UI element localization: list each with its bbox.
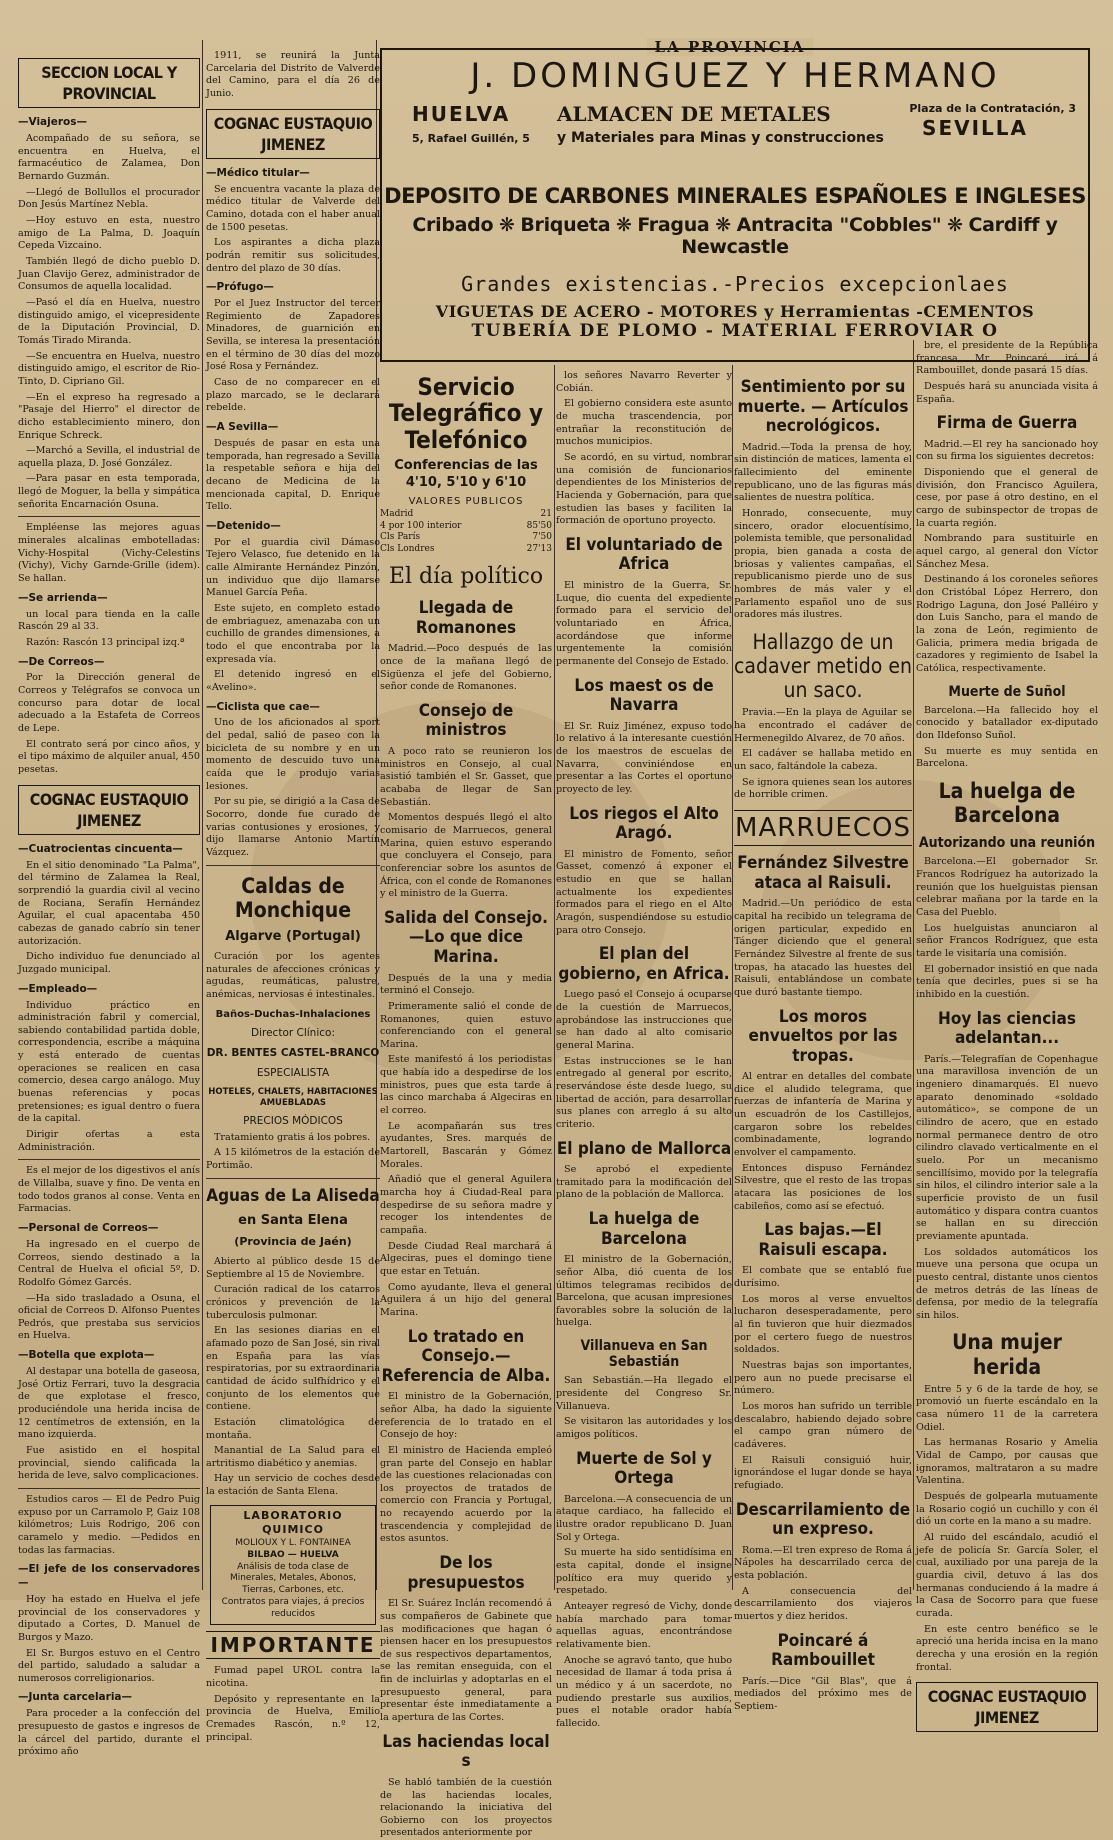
paragraph: Al destapar una botella de gaseosa, José Ortiz Ferrari, tuvo la desgracia de que explotase el fresco, produciéndole una herida incisa de 12 centímetros de extensión, en la mano izquierda.	[18, 1365, 200, 1441]
valores-row	[380, 521, 552, 533]
paragraph: Curación radical de los catarros crónicos y prevención de la tuberculosis pulmonar.	[206, 1284, 380, 1321]
headline: La huelga de Barcelona	[938, 779, 1076, 828]
aguas-ad-title: Aguas de La Aliseda	[206, 1185, 380, 1206]
paragraph: Añadió que el general Aguilera marcha hoy á Ciudad-Real para despedirse de su señora madre y recoger los intendentes de campaña.	[380, 1174, 552, 1236]
paragraph: Destinando á los coroneles señores don Cristóbal López Herrero, don Rodrigo Laguna, don José Palléiro y don Luis Sancho, para el mando de la zona de León, regimiento de Galicia, primera media brigada de cazadores y regimiento de Isabel la Católica, respectivamente.	[916, 574, 1098, 674]
section-heading: —Viajeros—	[18, 116, 87, 129]
separator-icon: ❋	[498, 214, 515, 236]
caldas-banos: Baños-Duchas-Inhalaciones	[215, 1008, 371, 1020]
paragraph: Este sujeto, en completo estado de embriaguez, amenazaba con un cuchillo de grandes dimensiones, a todo el que encontraba por la expresada vía.	[206, 603, 380, 665]
section-heading: —Empleado—	[18, 982, 98, 995]
valores-label: Cls París	[380, 532, 421, 543]
caldas-precios: PRECIOS MÓDICOS	[243, 1114, 343, 1127]
column-telegraph-3	[734, 370, 912, 1713]
paragraph: Después de golpearla mutuamente la Rosario cogió un cuchillo y con él dió un corte en la mano a su madre.	[916, 1491, 1098, 1528]
paragraph: A poco rato se reunieron los ministros en Consejo, al cual asistió también el Sr. Gasset, que acababa de llegar de San Sebastián.	[380, 746, 552, 808]
paragraph: Tratamiento gratis á los pobres.	[214, 1131, 371, 1143]
paragraph: Pravia.—En la playa de Aguilar se ha encontrado el cadáver de Hermenegildo Alvarez, de 70 años.	[734, 707, 912, 744]
ad-tuberia: TUBERÍA DE PLOMO - MATERIAL FERROVIAR O	[471, 321, 999, 341]
headline: Lo tratado en Consejo.—Referencia de Alba.	[381, 1326, 551, 1386]
valores-title: VALORES PUBLICOS	[408, 496, 524, 508]
coal-type: Fragua	[637, 214, 710, 236]
paragraph: Se aprobó el expediente tramitado para la modificación del plano de la población de Mallorca.	[556, 1164, 732, 1201]
paragraph: Individuo práctico en administración fabril y comercial, sabiendo contabilidad partida doble, correspondencia, escribe a máquina y está enterado de cuentas operaciones se realicen en casa comercio, desea cargo análogo. Muy buenas referencias y pocas pretensiones; es igual dentro o fuera de la capital.	[18, 999, 200, 1125]
paragraph: Este manifestó á los periodistas que había ido a despedirse de los ministros, pues que esta tarde á las cinco marchaba á Algeciras en el correo.	[380, 1054, 552, 1117]
paragraph: Se habló también de la cuestión de las haciendas locales, relacionando la iniciativa del Gobierno con los proyectos presentados anteriormente por	[380, 1776, 552, 1839]
paragraph: El Sr. Burgos estuvo en el Centro del partido, saludado a saludar a numerosos correligionarios.	[18, 1647, 200, 1684]
paragraph: —En el expreso ha regresado a "Pasaje del Hierro" el director de dicho establecimiento minero, don Enrique Schreck.	[18, 391, 200, 441]
paragraph: Barcelona.—El gobernador Sr. Francos Rodríguez ha autorizado la reunión que los huelguistas piensan celebrar mañana por la tarde en la Casa del Pueblo.	[916, 856, 1098, 919]
ad-company: J. DOMINGUEZ Y HERMANO	[470, 56, 1000, 96]
paragraph: Acompañado de su señora, se encuentra en Huelva, el farmacéutico de Zalamea, Don Bernardo Guzmán.	[18, 133, 200, 183]
headline: Hallazgo de un cadaver metido en un saco.	[734, 629, 912, 703]
headline: Muerte de Sol y Ortega	[576, 1448, 712, 1489]
headline: Sentimiento por su muerte. — Artículos necrológicos.	[737, 377, 909, 437]
headline: Fernández Silvestre ataca al Raisuli.	[737, 853, 909, 893]
paragraph: Desde Ciudad Real marchará á Algeciras, pues el domingo tiene que estar en Tetuán.	[380, 1240, 552, 1277]
lab-title: LABORATORIO QUIMICO	[243, 1508, 343, 1537]
paragraph: Después de pasar en esta una temporada, han regresado a Sevilla la respetable señora e hija del decano de Medicina de la mencionada capital, D. Enrique Tello.	[206, 437, 380, 513]
paragraph: Se acordó, en su virtud, nombrar una comisión de funcionarios dependientes de los Ministerios de Hacienda y Gobernación, para que estudien las bases y faciliten la formación de oportuno proyecto.	[556, 451, 732, 527]
paragraph: A 15 kilómetros de la estación de Portimão.	[206, 1147, 380, 1172]
section-heading: —De Correos—	[18, 655, 105, 668]
caldas-especialista: ESPECIALISTA	[256, 1066, 330, 1079]
paragraph: Primeramente salió el conde de Romanones, quien estuvo conferenciando con el general Marina.	[380, 1000, 552, 1050]
section-heading: —Prófugo—	[206, 281, 274, 294]
paragraph: Luego pasó el Consejo á ocuparse de la cuestión de Marruecos, aprobándose las instrucciones que se han dado al alto comisario general Marina.	[556, 989, 732, 1051]
coal-type: Cribado	[412, 214, 494, 236]
headline: Autorizando una reunión	[918, 835, 1096, 852]
divider	[206, 865, 380, 866]
lab-owners: MOLIOUX Y L. FONTAINEA	[235, 1537, 351, 1548]
paragraph: Al entrar en detalles del combate dice el aludido telegrama, que fuerzas de infantería de Marina y un escuadrón de los Castillejos, cargaron sobre los rebeldes combinadamente, logrando envolver el campamento.	[734, 1071, 912, 1159]
column-rule	[732, 365, 733, 1590]
importante-ad-title: IMPORTANTE	[206, 1631, 380, 1659]
headline: Los riegos el Alto Aragó.	[569, 803, 719, 844]
valores-label: Cls Londres	[380, 544, 435, 555]
section-heading: —Cuatrocientas cincuenta—	[18, 842, 183, 855]
caldas-hoteles: HOTELES, CHALETS, HABITACIONES AMUEBLADAS	[208, 1086, 378, 1108]
valores-value: 21	[540, 508, 552, 519]
section-heading: —Botella que explota—	[18, 1349, 155, 1362]
headline: Muerte de Suñol	[948, 683, 1066, 700]
caldas-doctor: DR. BENTES CASTEL-BRANCO	[206, 1046, 380, 1059]
paragraph: Los moros han sufrido un terrible descalabro, habiendo dejado sobre el campo gran número de cadáveres.	[734, 1401, 912, 1450]
paragraph: Nuestras bajas son importantes, pero aun no puede precisarse el número.	[734, 1360, 912, 1397]
headline: Los maest os de Navarra	[574, 675, 714, 716]
paragraph: Por el guardia civil Dámaso Tejero Velasco, fue detenido en la calle Almirante Hernández Pinzón, un individuo que dijo llamarse Manuel García Peña.	[206, 536, 380, 599]
paragraph: Momentos después llegó el alto comisario de Marruecos, general Marina, quien estuvo esperando que concluyera el Consejo, para conferenciar sobre los asuntos de África, con el conde de Romanones y el ministro de la Guerra.	[380, 812, 552, 900]
column-telegraph-1	[380, 370, 552, 1839]
paragraph: El ministro de la Gobernación, señor Alba, ha dado la siguiente referencia de lo tratado en el Consejo de hoy:	[380, 1391, 552, 1441]
paragraph: El ministro de Hacienda empleó gran parte del Consejo en hablar de las cuestiones relacionadas con los proyectos de tratados de comercio con Francia y Portugal, no recayendo acuerdo por la trascendencia y complejidad de estos asuntos.	[380, 1444, 552, 1545]
section-heading: —A Sevilla—	[206, 421, 279, 434]
headline: Llegada de Romanones	[415, 598, 517, 638]
dominguez-advertisement	[380, 48, 1090, 362]
column-telegraph-4	[916, 340, 1098, 1728]
paragraph: Por la Dirección general de Correos y Telégrafos se convoca un concurso para dotar de local adecuado a la Estafeta de Correos de Lepe.	[18, 672, 200, 735]
paragraph: Se ignora quienes sean los autores de horrible crimen.	[734, 776, 912, 801]
paragraph: Entre 5 y 6 de la tarde de hoy, se promovió un fuerte escándalo en la casa número 11 de la carretera Odiel.	[916, 1383, 1098, 1433]
section-heading: —El jefe de los conservadores—	[18, 1563, 200, 1590]
valores-table	[380, 495, 552, 556]
paragraph: A consecuencia del descarrilamiento dos viajeros muertos y diez heridos.	[734, 1585, 912, 1622]
paragraph: Depósito y representante en la provincia de Huelva, Emilio Cremades Rascón, n.º 12, principal.	[206, 1693, 380, 1743]
paragraph: —Marchó a Sevilla, el industrial de aquella plaza, D. José González.	[18, 445, 200, 469]
headline: Villanueva en San Sebastián	[580, 1338, 708, 1371]
column-telegraph-2	[556, 370, 732, 1729]
paper-name: LA PROVINCIA	[647, 38, 814, 56]
paragraph: 1911, se reunirá la Junta Carcelaria del Distrito de Valverde del Camino, para el día 26 de Junio.	[206, 50, 380, 99]
divider	[206, 1178, 380, 1179]
section-heading: —Ciclista que cae—	[206, 700, 320, 713]
paragraph: Su muerte ha sido sentidísima en esta capital, donde el insigne político era muy querido y respetado.	[556, 1547, 732, 1597]
aguas-ad-place: en Santa Elena	[238, 1213, 348, 1229]
paragraph: Barcelona.—Ha fallecido hoy el conocido y batallador ex-diputado don Ildefonso Suñol.	[916, 704, 1098, 742]
laboratorio-ad	[210, 1505, 376, 1625]
paragraph: —Se encuentra en Huelva, nuestro distinguido amigo, el escritor de Rio-Tinto, D. Cipriano Gil.	[18, 350, 200, 387]
paragraph: Disponiendo que el general de división, don Francisco Aguilera, cese, por pase á otro destino, en el cargo de subinspector de tropas de la cuarta región.	[916, 467, 1098, 529]
paragraph: El Sr. Ruiz Jiménez, expuso todo lo relativo á la interesante cuestión de los maestros de escuelas de Navarra, conviniéndose en presentar a las Cortes el oportuno proyecto de ley.	[556, 720, 732, 795]
lab-cities: BILBAO — HUELVA	[247, 1549, 339, 1560]
ad-address-left: 5, Rafael Guillén, 5	[412, 132, 530, 145]
headline: Descarrilamiento de un expreso.	[735, 1499, 911, 1540]
paragraph: Dicho individuo fue denunciado al Juzgado municipal.	[18, 951, 200, 975]
paragraph: —Hoy estuvo en esta, nuestro amigo de La Palma, D. Joaquín Cepeda Vizcaino.	[18, 215, 200, 252]
separator-icon: ❋	[947, 214, 963, 236]
column-local	[18, 50, 200, 1758]
paragraph: Empléense las mejores aguas minerales alcalinas embotelladas: Vichy-Hospital (Vichy-Celestins (Vichy), Vichy Garnde-Grille (idem). Se hallan.	[18, 522, 200, 585]
ad-city-left: HUELVA	[412, 102, 511, 126]
ad-deposit: DEPOSITO DE CARBONES MINERALES ESPAÑOLES E INGLESES	[384, 184, 1086, 208]
valores-value: 85'50	[526, 520, 552, 531]
valores-row	[380, 544, 552, 556]
headline: Consejo de ministros	[418, 700, 514, 741]
headline: Las haciendas local s	[382, 1731, 550, 1772]
paragraph: Estación climatológica de montaña.	[206, 1416, 380, 1441]
paragraph: Las hermanas Rosario y Amelia Vidal de Campo, por causas que ignoramos, maltrataron a su madre Valentina.	[916, 1437, 1098, 1487]
caldas-ad-subtitle: Algarve (Portugal)	[225, 928, 361, 944]
telegraph-conferences: Conferencias de las 4'10, 5'10 y 6'10	[394, 458, 538, 491]
divider	[18, 1488, 200, 1489]
headline: Firma de Guerra	[936, 413, 1078, 434]
paragraph: Honrado, consecuente, muy sincero, orador elocuentísimo, polemista temible, que personalidad propia, bien ganada a costa de briosas y valientes campañas, el republicanismo pierde uno de sus hombres de más valer y el Parlamento español uno de sus oradores más ilustres.	[734, 507, 912, 621]
paragraph: Le acompañarán sus tres ayudantes, Sres. marqués de Martorell, Bascarán y Gómez Morales.	[380, 1120, 552, 1170]
paragraph: Los moros al verse envueltos lucharon desesperadamente, pero al fin tuvieron que huir diezmados por el certero fuego de nuestros soldados.	[734, 1293, 912, 1356]
cognac-ad: COGNAC EUSTAQUIO JIMENEZ	[18, 785, 200, 835]
paragraph: En las sesiones diarias en el afamado pozo de San José, sin rival en España para las vías respiratorias, por su extraordinaria cantidad de ácido sulfhídrico y el conjunto de los elementos que contiene.	[206, 1325, 380, 1413]
paragraph: Los soldados automáticos los mueve una persona que ocupa un puesto central, distante unos cientos de metros detrás de las líneas de defensa, por medio de la telegrafía sin hilos.	[916, 1246, 1098, 1321]
paragraph: Nombrando para sustituirle en aquel cargo, al general don Víctor Sánchez Mesa.	[916, 533, 1098, 570]
paragraph: Madrid.—Un periódico de esta capital ha recibido un telegrama de origen particular, expedido en Tánger diciendo que el general Fernández Silvestre al frente de sus tropas, ha atacado las huestes del Raisuli, entablándose un combate que duró bastante tiempo.	[734, 898, 912, 998]
coal-type: Cardiff y Newcastle	[681, 214, 1058, 258]
separator-icon: ❋	[615, 214, 632, 236]
telegraph-title: Servicio Telegráfico y Telefónico	[388, 373, 544, 454]
paragraph: Anteayer regresó de Vichy, donde había marchado para tomar aquellas aguas, encontrándose relativamente bien.	[556, 1600, 732, 1650]
headline: De los presupuestos	[407, 1553, 525, 1593]
paragraph: Estudios caros — El de Pedro Puig expuso por un Carramolo P, Gaiz 108 kilómetros; Luis Rodrigo, 206 con caramelo y medio. —Pedidos en todas las farmacias.	[18, 1493, 200, 1556]
paragraph: un local para tienda en la calle Rascón 29 al 33.	[18, 608, 200, 633]
valores-value: 27'13	[526, 544, 552, 555]
paragraph: Se visitaron las autoridades y los amigos políticos.	[556, 1416, 732, 1440]
paragraph: Los huelguistas anunciaron al señor Francos Rodríguez, que esta tarde le visitaría una comisión.	[916, 922, 1098, 959]
paragraph: Es el mejor de los digestivos el anís de Villalba, suave y fino. De venta en todo todos granos al conse. Venta en Farmacias.	[18, 1165, 200, 1215]
marruecos-banner: MARRUECOS	[734, 810, 912, 846]
valores-row	[380, 532, 552, 544]
ad-stock: Grandes existencias.-Precios excepcionlaes	[461, 272, 1009, 296]
paragraph: Por su pie, se dirigió a la Casa de Socorro, donde fue curado de varias contusiones y erosiones, y dijo llamarse Antonio Martín Vázquez.	[206, 796, 380, 859]
paragraph: Abierto al público desde 15 de Septiembre al 15 de Noviembre.	[206, 1255, 380, 1280]
paragraph: Barcelona.—A consecuencia de un ataque cardiaco, ha fallecido el ilustre orador republicano D. Juan Sol y Ortega.	[556, 1493, 732, 1543]
paragraph: —Llegó de Bollullos el procurador Don Jesús Martínez Nebla.	[18, 186, 200, 211]
paragraph: En el sitio denominado "La Palma", del término de Zalamea la Real, sorprendió la guardia civil al vecino de Rociana, Serafín Hernández Aguilar, el cual apacentaba 450 cabezas de ganado cabrío sin tener autorización.	[18, 859, 200, 947]
paragraph: Por el Juez Instructor del tercer Regimiento de Zapadores Minadores, de guarnición en Sevilla, se interesa la presentación en el término de 30 días del mozo José Rosa y Fernández.	[206, 298, 380, 373]
aguas-ad-province: (Provincia de Jaén)	[234, 1235, 352, 1249]
headline: El voluntariado de Africa	[565, 534, 723, 575]
ad-viguetas: VIGUETAS DE ACERO - MOTORES y Herramientas -CEMENTOS	[435, 302, 1035, 321]
column-rule	[913, 340, 914, 1590]
ad-address-right: Plaza de la Contratación, 3	[909, 102, 1076, 115]
valores-label: 4 por 100 interior	[380, 520, 462, 531]
divider	[18, 516, 200, 517]
separator-icon: ❋	[715, 214, 731, 236]
paragraph: —Pasó el día en Huelva, nuestro distinguido amigo, el vicepresidente de la Diputación Provincial, D. Tomás Tirado Miranda.	[18, 296, 200, 346]
paragraph: Después hará su anunciada visita á España.	[916, 380, 1098, 405]
caldas-director-label: Director Clínico:	[251, 1026, 335, 1039]
headline: La huelga de Barcelona	[588, 1209, 700, 1249]
paragraph: El contrato será por cinco años, y el tipo máximo de alquiler anual, 450 pesetas.	[18, 738, 200, 776]
paragraph: bre, el presidente de la República francesa, Mr. Poincaré, irá á Rambouillet, donde pasará 15 días.	[916, 340, 1098, 377]
headline: El plano de Mallorca	[556, 1138, 732, 1159]
column-rule	[554, 365, 555, 1590]
ad-subtitle: y Materiales para Minas y construcciones	[557, 130, 884, 146]
lab-description: Análisis de toda clase de Minerales, Metales, Abonos, Tierras, Carbones, etc.	[229, 1561, 357, 1596]
ad-city-right: SEVILLA	[922, 116, 1028, 140]
cognac-ad: COGNAC EUSTAQUIO JIMENEZ	[206, 109, 380, 159]
paragraph: Madrid.—El rey ha sancionado hoy con su firma los siguientes decretos:	[916, 438, 1098, 463]
paragraph: París.—Dice "Gil Blas", que á mediados del próximo mes de Septiem-	[734, 1675, 912, 1713]
headline: Poincaré á Rambouillet	[771, 1630, 875, 1671]
ad-coal-types	[382, 214, 1088, 258]
paragraph: El cadáver se hallaba metido en un saco, faltándole la cabeza.	[734, 748, 912, 772]
paragraph: Estas instrucciones se le han entregado al general por escrito, reservándose éste desde luego, su libertad de acción, para desarrollar sus planes con arreglo á su alto criterio.	[556, 1055, 732, 1130]
paragraph: Madrid.—Poco después de las once de la mañana llegó de Sigüenza el jefe del Gobierno, señor conde de Romanones.	[380, 643, 552, 693]
paragraph: Se encuentra vacante la plaza de médico titular de Valverde del Camino, dotada con el haber anual de 1500 pesetas.	[206, 183, 380, 233]
paragraph: Al ruido del escándalo, acudió el jefe de policía Sr. García Soler, el cual, auxiliado por una pareja de la guardia civil, detuvo á las dos hermanas conduciendo á la madre á la Casa de Socorro para que fuese curada.	[916, 1531, 1098, 1619]
paragraph: Roma.—El tren expreso de Roma á Nápoles ha descarrilado cerca de esta población.	[734, 1544, 912, 1582]
paragraph: También llegó de dicho pueblo D. Juan Clavijo Gerez, administrador de Consumos de aquella localidad.	[18, 255, 200, 293]
headline: Hoy las ciencias adelantan...	[938, 1008, 1076, 1049]
headline: Una mujer herida	[952, 1330, 1062, 1379]
paragraph: Manantial de La Salud para el artritismo diabético y anemias.	[206, 1445, 380, 1469]
paragraph: Ha ingresado en el cuerpo de Correos, siendo destinado a la Central de Huelva el oficial 5º, D. Rodolfo Gómez Garcés.	[18, 1238, 200, 1288]
paragraph: Anoche se agravó tanto, que hubo necesidad de llamar á toda prisa á un médico y á un sacerdote, no pudiendo prestarle sus auxilios, pues el notable orador había fallecido.	[556, 1654, 732, 1729]
headline: Salida del Consejo.—Lo que dice Marina.	[384, 907, 548, 967]
paragraph: Dirigir ofertas a esta Administración.	[18, 1129, 200, 1153]
paragraph: Después de la una y media terminó el Consejo.	[380, 972, 552, 997]
paragraph: Su muerte es muy sentida en Barcelona.	[916, 745, 1098, 770]
cognac-ad: COGNAC EUSTAQUIO JIMENEZ	[916, 1682, 1098, 1732]
paragraph: Fumad papel UROL contra la nicotina.	[206, 1665, 380, 1689]
headline: El día político	[388, 564, 544, 590]
paragraph: Razón: Rascón 13 principal izq.ª	[26, 636, 185, 648]
paragraph: San Sebastián.—Ha llegado el presidente del Congreso Sr. Villanueva.	[556, 1375, 732, 1412]
paragraph: Hoy ha estado en Huelva el jefe provincial de los conservadores y diputado a Cortes, D. Manuel de Burgos y Mazo.	[18, 1593, 200, 1643]
paragraph: El ministro de la Guerra, Sr. Luque, dio cuenta del expediente formado para el servicio del voluntariado en África, acordándose que informe urgentemente la comisión permanente del Consejo de Estado.	[556, 579, 732, 667]
paragraph: Fue asistido en el hospital provincial, siendo calificada la herida de leve, salvo complicaciones.	[18, 1444, 200, 1482]
lab-contracts: Contratos para viajes, á precios reducidos	[221, 1597, 365, 1620]
paragraph: París.—Telegrafían de Copenhague una maravillosa invención de un ingeniero dinamarqués. El nuevo aparato denominado «soldado automático», se compone de un cilindro de acero, que en estado normal permanece dentro de otro cilindro clavado verticalmente en el suelo. Por un mecanismo sencillísimo, movido por la telegrafía sin hilos, el cilindro interior sale a la superficie provisto de un fusil automático y dispara contra cuantos se hallan en su dirección previamente apuntada.	[916, 1053, 1098, 1242]
paragraph: Caso de no comparecer en el plazo marcado, se le declarará rebelde.	[206, 377, 380, 414]
ad-locations	[382, 102, 1088, 158]
paragraph: Uno de los aficionados al sport del pedal, salió de paseo con la bicicleta de su nombre y en un momento de descuido tuvo una caída que le produjo varias lesiones.	[206, 717, 380, 792]
divider	[18, 1159, 200, 1160]
paragraph: —Para pasar en esta temporada, llegó de Moguer, la bella y simpática señorita Encarnación Osuna.	[18, 473, 200, 510]
column-local-continued	[206, 50, 380, 1743]
paragraph: El Sr. Suárez Inclán recomendó á sus compañeros de Gabinete que las modificaciones que hagan ó piensen hacer en los presupuestos de sus respectivos departamentos, se las remitan enseguida, con el fin de incluirlas y adoptarlas en el presupuesto general, para presentar éste inmediatamente a la apertura de las Cortes.	[380, 1598, 552, 1724]
section-heading: —Junta carcelaria—	[18, 1691, 132, 1704]
valores-value: 7'50	[532, 532, 552, 543]
headline: Las bajas.—El Raisuli escapa.	[758, 1220, 888, 1260]
valores-label: Madrid	[380, 508, 414, 519]
ad-store: ALMACEN DE METALES	[557, 102, 831, 126]
paragraph: En este centro benéfico se le apreció una herida incisa en la mano derecha y una erosión en la región frontal.	[916, 1623, 1098, 1673]
section-heading: —Médico titular—	[206, 166, 310, 179]
caldas-ad-title: Caldas de Monchique	[234, 873, 352, 922]
paragraph: Hay un servicio de coches desde la estación de Santa Elena.	[206, 1473, 380, 1498]
section-heading: —Se arrienda—	[18, 591, 108, 604]
section-title: SECCION LOCAL Y PROVINCIAL	[18, 58, 200, 108]
paragraph: Madrid.—Toda la prensa de hoy, sin distinción de matices, lamenta el fallecimiento del eminente republicano, uno de las figuras más salientes de nuestra política.	[734, 441, 912, 504]
valores-row	[380, 509, 552, 521]
paragraph: El combate que se entabló fue durísimo.	[734, 1265, 912, 1290]
coal-type: Antracita "Cobbles"	[736, 214, 942, 236]
column-rule	[202, 40, 203, 1590]
paragraph: El gobernador insistió en que nada tenía que decirles, pues si se ha inhibido en la cuestión.	[916, 963, 1098, 1000]
masthead	[380, 30, 1080, 56]
section-heading: —Personal de Correos—	[18, 1222, 159, 1235]
paragraph: Curación por los agentes naturales de afecciones crónicas y agudas, reumáticas, palustre, anémicas, nerviosas é intestinales.	[206, 951, 380, 1001]
paragraph: Para proceder a la confección del presupuesto de gastos e ingresos de la cárcel del partido, durante el próximo año	[18, 1708, 200, 1758]
headline: El plan del gobierno, en Africa.	[558, 944, 730, 984]
paragraph: El detenido ingresó en el «Avelino».	[206, 669, 380, 693]
paragraph: —Ha sido trasladado a Osuna, el oficial de Correos D. Alfonso Puentes Pedrós, que prestaba sus servicios en Huelva.	[18, 1292, 200, 1342]
paragraph: los señores Navarro Reverter y Cobián.	[556, 370, 732, 394]
headline: Los moros envueltos por las tropas.	[748, 1006, 898, 1066]
paragraph: Como ayudante, lleva el general Aguilera á un hijo del general Marina.	[380, 1281, 552, 1318]
paragraph: El gobierno considera este asunto de mucha trascendencia, por entrañar la reconstitución de muchos municipios.	[556, 398, 732, 448]
paragraph: Entonces dispuso Fernández Silvestre, que el resto de las tropas atacara las posiciones de los cabileños, como así se efectuó.	[734, 1162, 912, 1212]
coal-type: Briqueta	[520, 214, 611, 236]
paragraph: Los aspirantes a dicha plaza podrán remitir sus solicitudes, dentro del plazo de 30 días.	[206, 237, 380, 274]
paragraph: El ministro de Fomento, señor Gasset, comenzó á exponer el estudio en que se hallan actualmente los expedientes formados para el riego en el Alto Aragón, suspendiéndose su estudio para otro Consejo.	[556, 848, 732, 936]
paragraph: El ministro de la Gobernación, señor Alba, dió cuenta de los últimos telegramas recibidos de Barcelona, que acusan impresiones favorables sobre la solución de la huelga.	[556, 1254, 732, 1329]
paragraph: El Raisuli consiguió huir, ignorándose el lugar donde se haya refugiado.	[734, 1454, 912, 1491]
section-heading: —Detenido—	[206, 519, 281, 532]
